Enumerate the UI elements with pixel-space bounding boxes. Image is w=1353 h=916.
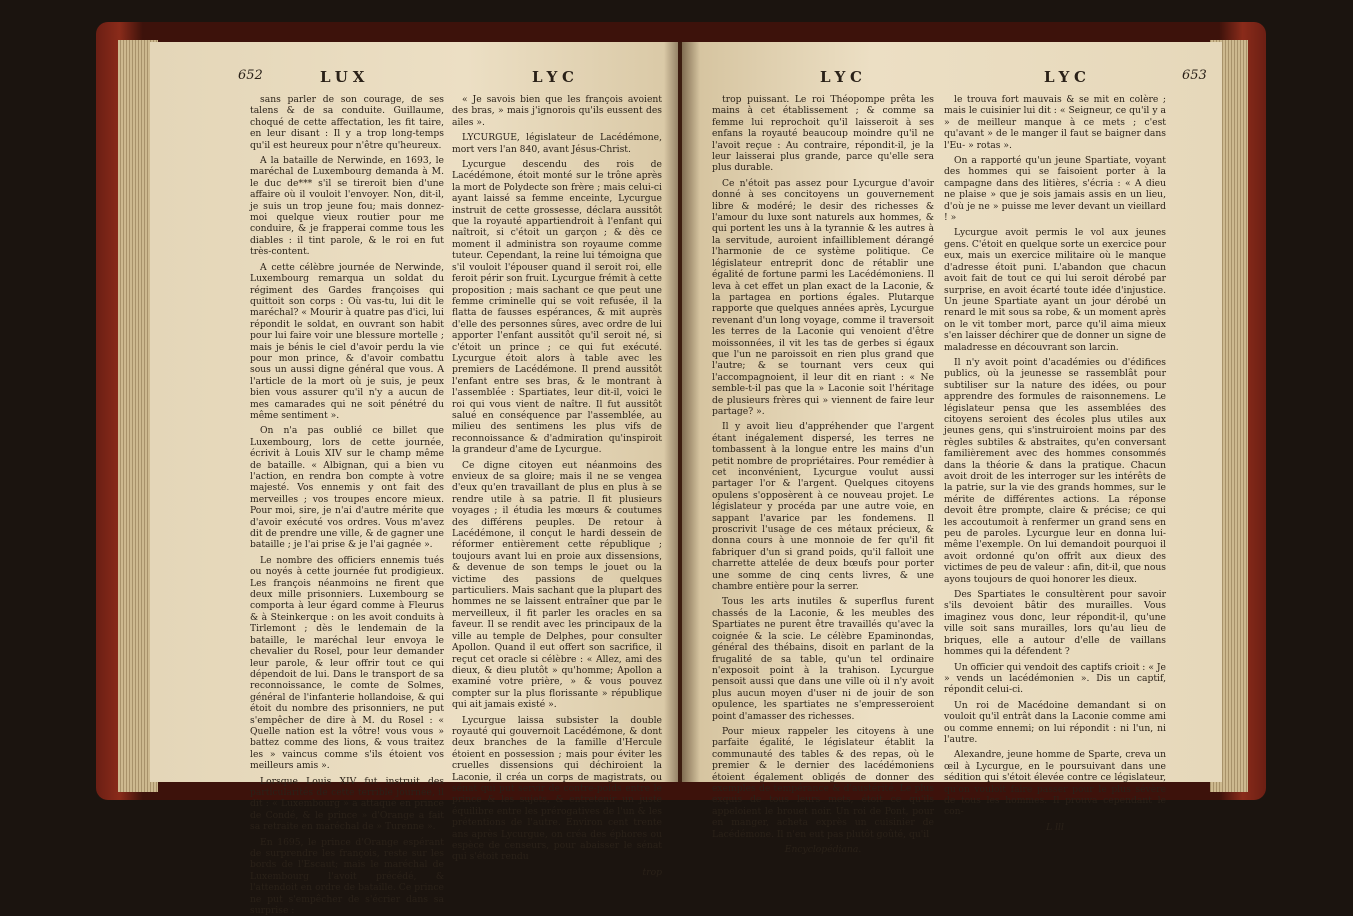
paragraph: « Je savois bien que les françois avoient des bras, » mais j'ignorois qu'ils eussent des ailes ». <box>452 94 662 128</box>
paragraph: Lycurgue avoit permis le vol aux jeunes gens. C'étoit en quelque sorte un exercice pour eux, mais un exercice militaire où le manque d'adresse étoit puni. L'abandon que chacun avoit fait de tout ce qui lui seroit dérobé par surprise, en avoit écarté toute idée d'injustice. Un jeune Spartiate ayant un jour dérobé un renard le mit sous sa robe, & un moment après on le vit tomber mort, parce qu'il aima mieux s'en laisser déchirer que de donner un signe de maladresse en découvrant son larcin. <box>944 227 1166 353</box>
page-number-right: 653 <box>1182 68 1207 83</box>
paragraph: Un roi de Macédoine demandant si on vouloit qu'il entrât dans la Laconie comme ami ou comme ennemi; on lui répondit : ni l'un, ni l'autre. <box>944 699 1166 745</box>
left-page-column-2 <box>452 94 662 878</box>
right-page <box>682 42 1222 855</box>
source-signature: Encyclopédiana. <box>784 844 862 855</box>
right-page-column-1 <box>712 94 934 855</box>
left-page <box>150 42 678 916</box>
catchword: trop <box>642 866 662 878</box>
paragraph: Il y avoit lieu d'appréhender que l'argent étant inégalement dispersé, les terres ne tombassent à la longue entre les mains d'un petit nombre de propriétaires. Pour remédier à cet inconvénient, Lycurgue voulut aussi partager l'or & l'argent. Quelques citoyens opulens s'opposèrent à ce nouveau projet. Le législateur y procéda par une autre voie, en sappant l'avarice par les fondemens. Il proscrivit l'usage de ces métaux précieux, & donna cours à une monnoie de fer qu'il fit fabriquer d'un si grand poids, qu'il falloit une charrette attelée de deux bœufs pour porter une somme de cinq cents livres, & une chambre entière pour la serrer. <box>712 421 934 593</box>
page-number-left: 652 <box>238 68 263 83</box>
paragraph: Tous les arts inutiles & superflus furent chassés de la Laconie, & les meubles des Spartiates ne purent être travaillés qu'avec la coignée & la scie. Le célèbre Epaminondas, général des thébains, disoit en parlant de la frugalité de sa table, qu'un tel ordinaire n'exposoit point à la trahison. Lycurgue pensoit aussi que dans une ville où il n'y avoit plus aucun moyen d'user ni de jouir de son opulence, les spartiates ne s'empresseroient point d'amasser des richesses. <box>712 596 934 722</box>
paragraph: A la bataille de Nerwinde, en 1693, le maréchal de Luxembourg demanda à M. le duc de*** s'il se tireroit bien d'une affaire où il vouloit l'envoyer. Non, dit-il, je suis un trop jeune fou; mais donnez-moi quelque vieux routier pour me conduire, & je frapperai comme tous les diables : il tint parole, & le roi en fut très-content. <box>250 155 444 258</box>
paragraph: le trouva fort mauvais & se mit en colère ; mais le cuisinier lui dit : « Seigneur, ce qu'il y a » de meilleur manque à ce mets ; c'est qu'avant » de le manger il faut se baigner dans l'Eu- » rotas ». <box>944 94 1166 151</box>
paragraph: sans parler de son courage, de ses talens & de sa conduite. Guillaume, choqué de cette affectation, les fit taire, en leur disant : Il y a trop long-temps qu'il est heureux pour n'être qu'heureux. <box>250 94 444 151</box>
left-page-header <box>150 68 678 88</box>
left-page-column-1 <box>250 94 444 916</box>
running-head-left: LUX <box>320 68 370 86</box>
paragraph: A cette célèbre journée de Nerwinde, Luxembourg remarqua un soldat du régiment des Gardes françoises qui quittoit son corps : Où vas-tu, lui dit le maréchal? « Mourir à quatre pas d'ici, lui répondit le soldat, en ouvrant son habit pour lui faire voir une blessure mortelle ; mais je bénis le ciel d'avoir perdu la vie pour mon prince, & d'avoir combattu sous un aussi digne général que vous. A l'article de la mort où je suis, je peux bien vous assurer qu'il n'y a aucun de mes camarades qui ne soit pénétré du même sentiment ». <box>250 261 444 421</box>
paragraph: Le nombre des officiers ennemis tués ou noyés à cette journée fut prodigieux. Les françois néanmoins ne firent que deux mille prisonniers. Luxembourg se comporta à leur égard comme à Fleurus & à Steinkerque : on les avoit conduits à Tirlemont ; dès le lendemain de la bataille, le maréchal leur envoya le chevalier du Rosel, pour leur demander leur parole, & leur offrir tout ce qui dépendoit de lui. Dans le transport de sa reconnoissance, le comte de Solmes, général de l'infanterie hollandoise, & qui étoit du nombre des prisonniers, ne put s'empêcher de dire à M. du Rosel : « Quelle nation est la vôtre! vous vous » battez comme des lions, & vous traitez les » vaincus comme s'ils étoient vos meilleurs amis ». <box>250 554 444 772</box>
paragraph: LYCURGUE, législateur de Lacédémone, mort vers l'an 840, avant Jésus-Christ. <box>452 132 662 155</box>
paragraph: trop puissant. Le roi Théopompe prêta les mains à cet établissement ; & comme sa femme lui reprochoit qu'il laisseroit à ses enfans la royauté beaucoup moindre qu'il ne l'avoit reçue : Au contraire, répondit-il, je la leur laisserai plus grande, parce qu'elle sera plus durable. <box>712 94 934 174</box>
paragraph: Ce n'étoit pas assez pour Lycurgue d'avoir donné à ses concitoyens un gouvernement libre & modéré; le desir des richesses & l'amour du luxe sont naturels aux hommes, & qui portent les uns à la tyrannie & les autres à la servitude, auroient infailliblement dérangé l'harmonie de ce système politique. Ce législateur entreprit donc de rétablir une égalité de fortune parmi les Lacédémoniens. Il leva à cet effet un plan exact de la Laconie, & la partagea en portions égales. Plutarque rapporte que quelques années après, Lycurgue revenant d'un long voyage, comme il traversoit les terres de la Laconie qui venoient d'être moissonnées, il vit les tas de gerbes si égaux que l'un ne paroissoit en rien plus grand que l'autre; & se tournant vers ceux qui l'accompagnoient, il leur dit en riant : « Ne semble-t-il pas que la » Laconie soit l'héritage de plusieurs frères qui » viennent de faire leur partage? ». <box>712 177 934 417</box>
paragraph: Lycurgue laissa subsister la double royauté qui gouvernoit Lacédémone, & dont deux branches de la famille d'Hercule étoient en possession ; mais pour éviter les cruelles dissensions qui déchiroient la Laconie, il créa un corps de magistrats, ou sénat qui put servir de contre-poids entre le prince & les sujets, & entretenir un juste équilibre entre les prérogatives de l'un & les prétentions de l'autre. Environ cent trente ans après Lycurgue, on créa des éphores ou espèce de censeurs, pour abaisser le sénat qui s'étoit rendu <box>452 714 662 863</box>
running-head-right-center: LYC <box>820 68 867 86</box>
book-gutter <box>664 42 700 782</box>
paragraph: On n'a pas oublié ce billet que Luxembourg, lors de cette journée, écrivit à Louis XIV sur le champ même de bataille. « Albignan, qui a bien vu l'action, en rendra bon compte à votre majesté. Vos ennemis y ont fait des merveilles ; vos troupes encore mieux. Pour moi, sire, je n'ai d'autre mérite que d'avoir exécuté vos ordres. Vous m'avez dit de prendre une ville, & de gagner une bataille ; je l'ai prise & je l'ai gagnée ». <box>250 425 444 551</box>
paragraph: Ce digne citoyen eut néanmoins des envieux de sa gloire; mais il ne se vengea d'eux qu'en travaillant de plus en plus à se rendre utile à sa patrie. Il fit plusieurs voyages ; il étudia les mœurs & coutumes des différens peuples. De retour à Lacédémone, il conçut le hardi dessein de réformer entièrement cette république ; toujours avant lui en proie aux dissensions, & devenue de son temps le jouet ou la victime des passions de quelques particuliers. Mais sachant que la plupart des hommes ne se laissent entraîner que par le merveilleux, il fit parler les oracles en sa faveur. Il se rendit avec les principaux de la ville au temple de Delphes, pour consulter Apollon. Quand il eut offert son sacrifice, il reçut cet oracle si célèbre : « Allez, ami des dieux, & dieu plutôt » qu'homme; Apollon a examiné votre prière, » & vous pouvez compter sur la plus florissante » république qui ait jamais existé ». <box>452 459 662 711</box>
signature-mark: L lll <box>1046 821 1064 833</box>
paragraph: Pour mieux rappeler les citoyens à une parfaite égalité, le législateur établit la communauté des tables & des repas, où le premier & le dernier des lacédémoniens étoient également obligés de donner des exemples de tempérance & d'austérité. Le plus exquis de tous leurs mets, étoit ce qu'ils appeloient le brouet noir. Un roi de Pont, pour en manger, acheta exprès un cuisinier de Lacédémone. Il n'en eut pas plutôt goûté, qu'il <box>712 725 934 840</box>
paragraph: Alexandre, jeune homme de Sparte, creva un œil à Lycurgue, en le poursuivant dans une sédition qui s'étoit élevée contre ce législateur, qu'on vouloit faire passer pour le plus sévère de tous les hommes. Il prouva cependant le con- <box>944 749 1166 818</box>
paragraph: Lycurgue descendu des rois de Lacédémone, étoit monté sur le trône après la mort de Polydecte son frère ; mais celui-ci ayant laissé sa femme enceinte, Lycurgue instruit de cette grossesse, déclara aussitôt que la royauté appartiendroit à l'enfant qui naîtroit, si c'étoit un garçon ; & dès ce moment il administra son royaume comme tuteur. Cependant, la reine lui témoigna que s'il vouloit l'épouser quand il seroit roi, elle feroit périr son fruit. Lycurgue frémit à cette proposition ; mais sachant ce que peut une femme criminelle qui se voit refusée, il la flatta de fausses espérances, & mit auprès d'elle des personnes sûres, avec ordre de lui apporter l'enfant aussitôt qu'il seroit né, si c'étoit un prince ; ce qui fut exécuté. Lycurgue étoit alors à table avec les premiers de Lacédémone. Il prend aussitôt l'enfant entre ses bras, & le montrant à l'assemblée : Spartiates, leur dit-il, voici le roi qui vous vient de naître. Il fut aussitôt salué en conséquence par l'assemblée, au milieu des sentimens les plus vifs de reconnoissance & d'admiration qu'inspiroit la grandeur d'ame de Lycurgue. <box>452 159 662 456</box>
paragraph: Des Spartiates le consultèrent pour savoir s'ils devoient bâtir des murailles. Vous imaginez vous donc, leur répondit-il, qu'une ville soit sans murailles, lors qu'au lieu de briques, elle a autour d'elle de vaillans hommes qui la défendent ? <box>944 589 1166 658</box>
paragraph: En 1695, le prince d'Orange espérant de surprendre les françois, reste sur les bords de l'Escaut; mais le maréchal de Luxembourg l'avoit précédé, & l'attendoit en ordre de bataille. Ce prince ne put s'empêcher de s'écrier dans sa surprise : <box>250 836 444 916</box>
running-head-right: LYC <box>1044 68 1091 86</box>
paragraph: Un officier qui vendoit des captifs crioit : « Je » vends un lacédémonien ». Dis un captif, répondit celui-ci. <box>944 661 1166 696</box>
running-head-left-center: LYC <box>532 68 579 86</box>
right-page-header <box>682 68 1222 88</box>
right-page-column-2 <box>944 94 1166 833</box>
paragraph: On a rapporté qu'un jeune Spartiate, voyant des hommes qui se faisoient porter à la campagne dans des litières, s'écria : « A dieu ne plaise » que je sois jamais assis en un lieu, d'où je ne » puisse me lever devant un vieillard ! » <box>944 155 1166 224</box>
paragraph: Lorsque Louis XIV fut instruit des particularités de cette terrible journée, il dit : « Luxembourg » a attaqué en prince de Condé, & le prince » d'Orange a fait sa retraite en maréchal de » Turenne ». <box>250 775 444 833</box>
paragraph: Il n'y avoit point d'académies ou d'édifices publics, où la jeunesse se rassemblât pour subtiliser sur la nature des idées, ou pour apprendre des formules de raisonnemens. Le législateur pensa que les assemblées des citoyens seroient des écoles plus utiles aux jeunes gens, qui s'instruiroient moins par des règles subtiles & abstraites, qu'en conversant familièrement avec des hommes consommés dans la théorie & dans la pratique. Chacun avoit droit de les interroger sur les intérêts de la patrie, sur la vie des grands hommes, sur le mérite de différentes actions. La réponse devoit être prompte, claire & précise; ce qui les accoutumoit à renfermer un grand sens en peu de paroles. Lycurgue leur en donna lui-même l'exemple. On lui demandoit pourquoi il avoit ordonné qu'on offrît aux dieux des victimes de peu de valeur : afin, dit-il, que nous ayons toujours de quoi honorer les dieux. <box>944 356 1166 585</box>
